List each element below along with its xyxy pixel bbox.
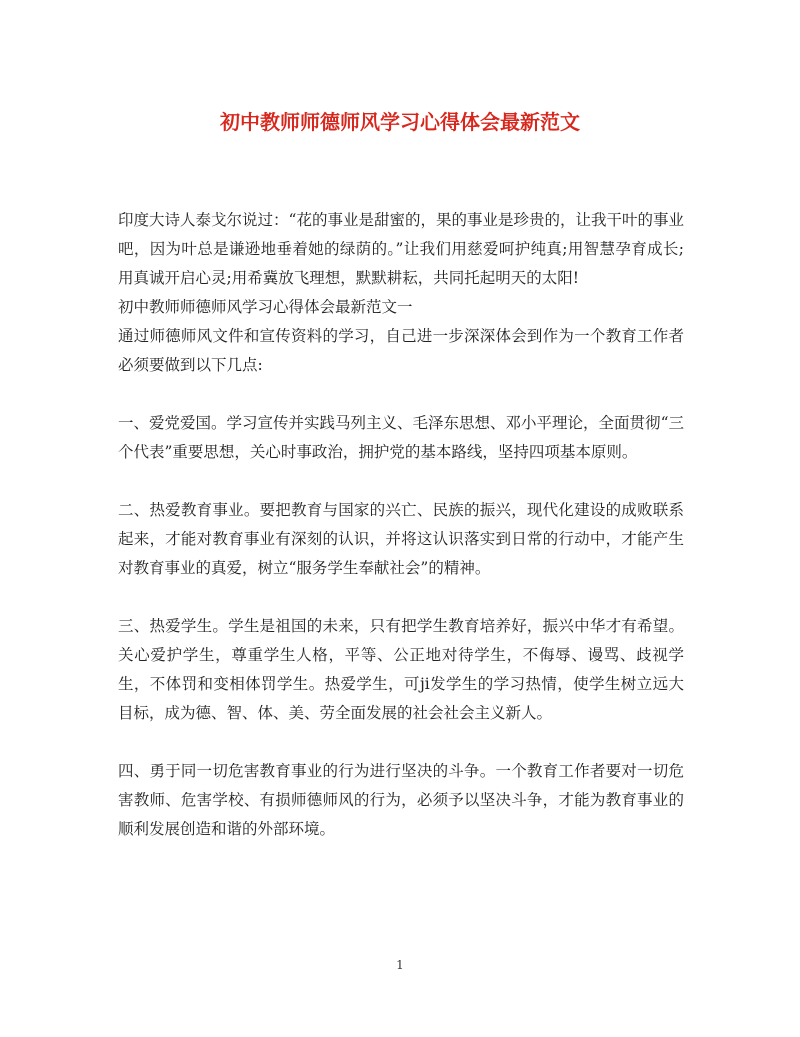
document-body	[118, 206, 684, 844]
point-paragraph-4: 四、勇于同一切危害教育事业的行为进行坚决的斗争。一个教育工作者要对一切危害教师、危害学校、有损师德师风的行为，必须予以坚决斗争，才能为教育事业的顺利发展创造和谐的外部环境。	[118, 762, 684, 838]
paragraph-gap	[118, 467, 684, 496]
point-paragraph-2: 二、热爱教育事业。要把教育与国家的兴亡、民族的振兴，现代化建设的成败联系起来，才能对教育事业有深刻的认识，并将这认识落实到日常的行动中，才能产生对教育事业的真爱，树立“服务学生奉献社会”的精神。	[118, 501, 684, 577]
paragraph-gap	[118, 583, 684, 612]
page-number: 1	[396, 958, 404, 972]
intro-paragraph: 印度大诗人泰戈尔说过：“花的事业是甜蜜的，果的事业是珍贵的，让我干叶的事业吧，因为叶总是谦逊地垂着她的绿荫的。”让我们用慈爱呵护纯真;用智慧孕育成长;用真诚开启心灵;用希冀放飞理想，默默耕耘，共同托起明天的太阳!	[118, 211, 684, 287]
subheading: 初中教师师德师风学习心得体会最新范文一	[118, 298, 413, 316]
point-paragraph-3: 三、热爱学生。学生是祖国的未来，只有把学生教育培养好，振兴中华才有希望。关心爱护学生，尊重学生人格，平等、公正地对待学生，不侮辱、谩骂、歧视学生，不体罚和变相体罚学生。热爱学生，可ji发学生的学习热情，使学生树立远大目标，成为德、智、体、美、劳全面发展的社会社会主义新人。	[118, 617, 684, 722]
paragraph-gap	[118, 380, 684, 409]
document-title: 初中教师师德师风学习心得体会最新范文	[220, 110, 580, 134]
lead-paragraph: 通过师德师风文件和宣传资料的学习，自己进一步深深体会到作为一个教育工作者必须要做到以下几点:	[118, 327, 684, 374]
paragraph-gap	[118, 728, 684, 757]
point-paragraph-1: 一、爱党爱国。学习宣传并实践马列主义、毛泽东思想、邓小平理论，全面贯彻“三个代表”重要思想，关心时事政治，拥护党的基本路线，坚持四项基本原则。	[118, 414, 684, 461]
